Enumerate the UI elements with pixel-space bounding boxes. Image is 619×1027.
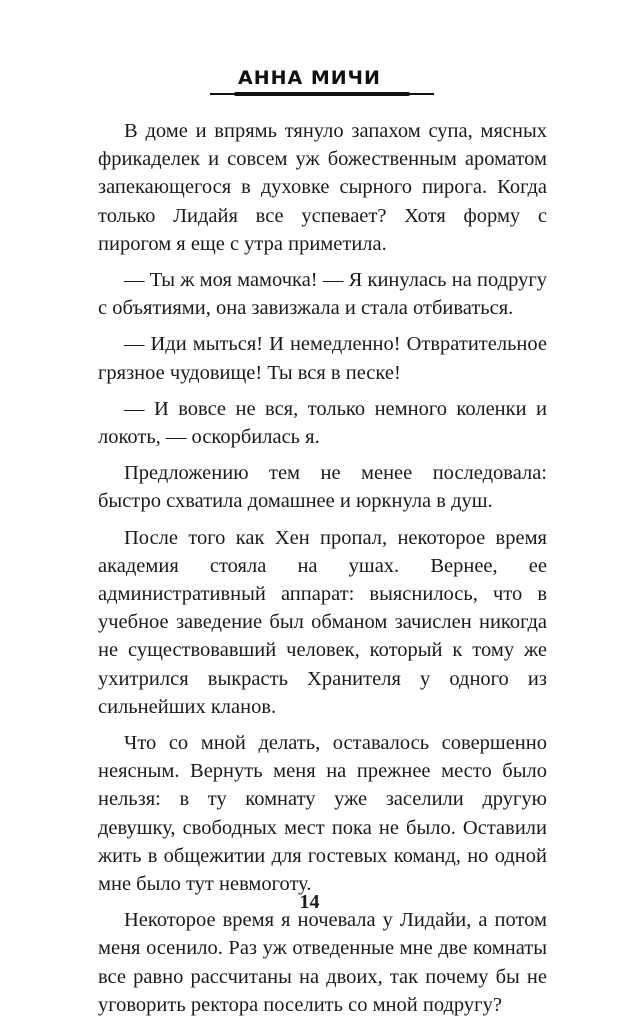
header-rule (234, 92, 410, 96)
paragraph: Некоторое время я ночевала у Лидайи, а потом меня осенило. Раз уж отведенные мне две комнаты все равно рассчитаны на двоих, так почему бы не уговорить ректора поселить со мной подругу? (98, 909, 547, 1016)
paragraph: Что со мной делать, оставалось совершенно неясным. Вернуть меня на прежнее место было нельзя: в ту комнату уже заселили другую девушку, свободных мест пока не было. Оставили жить в общежитии для гостевых команд, но одной мне было тут невмоготу. (98, 732, 547, 896)
paragraph: — Ты ж моя мамочка! — Я кинулась на подругу с объятиями, она завизжала и стала отбиваться. (98, 269, 547, 320)
paragraph: — Иди мыться! И немедленно! Отвратительное грязное чудовище! Ты вся в песке! (98, 333, 547, 384)
paragraph: Предложению тем не менее последовала: быстро схватила домашнее и юркнула в душ. (98, 462, 547, 513)
paragraph: — И вовсе не вся, только немного коленки и локоть, — оскорбилась я. (98, 397, 547, 449)
page-number: 14 (299, 891, 320, 913)
running-header (0, 66, 619, 90)
paragraph: В доме и впрямь тянуло запахом супа, мясных фрикаделек и совсем уж божественным ароматом запекающегося в духовке сырного пирога. Когда только Лидайя все успевает? Хотя форму с пирогом я еще с утра приметила. (98, 120, 547, 255)
paragraph: После того как Хен пропал, некоторое время академия стояла на ушах. Вернее, ее административный аппарат: выяснилось, что в учебное заведение был обманом зачислен никогда не существовавший человек, который к тому же ухитрился выкрасть Хранителя у одного из сильнейших кланов. (98, 526, 547, 718)
author-name: АННА МИЧИ (238, 67, 381, 89)
